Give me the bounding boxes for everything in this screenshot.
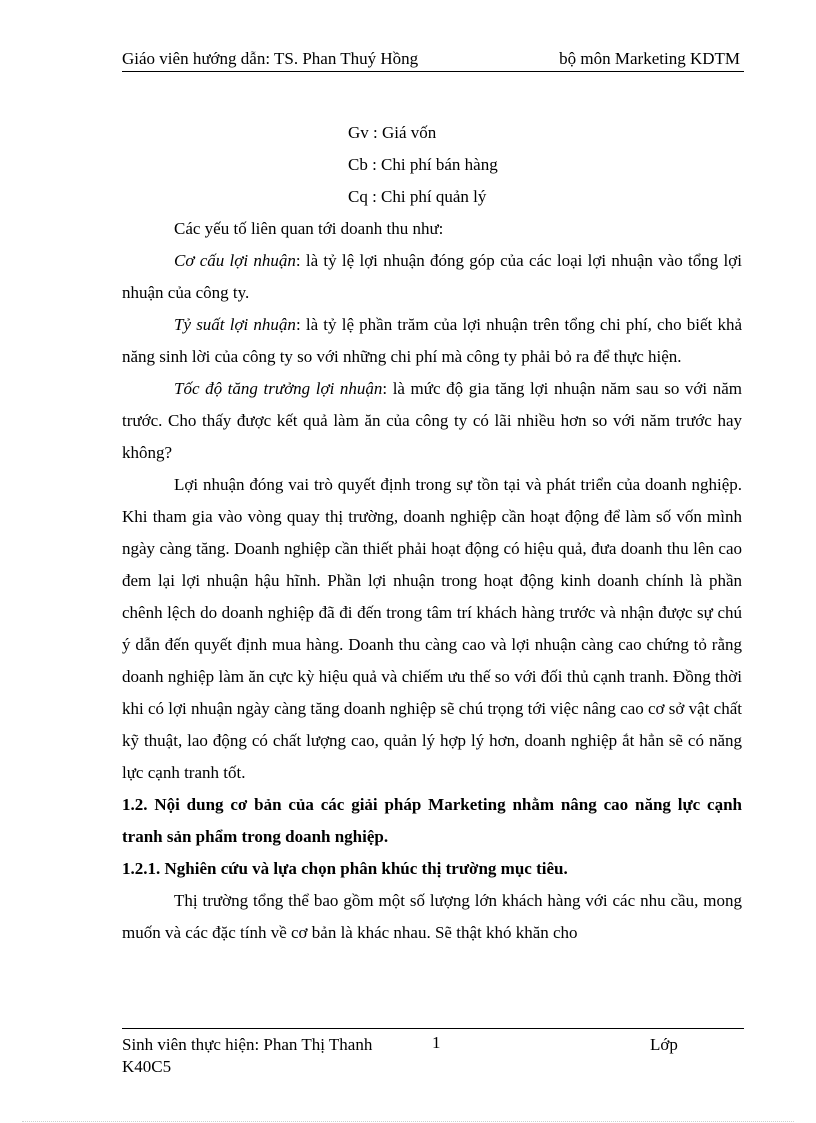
item-profit-growth: [122, 373, 742, 469]
subsection-heading: 1.2.1. Nghiên cứu và lựa chọn phân khúc thị trường mục tiêu.: [122, 859, 568, 878]
item-text: : là tỷ lệ lợi nhuận đóng góp của các loại lợi nhuận vào tổng lợi nhuận của công ty.: [122, 251, 742, 302]
item-term: Cơ cấu lợi nhuận: [174, 251, 296, 270]
definition-gv: Gv : Giá vốn: [348, 123, 437, 142]
item-text: : là mức độ gia tăng lợi nhuận năm sau so với năm trước. Cho thấy được kết quả làm ăn của công ty có lãi nhiều hơn so với năm trước hay không?: [122, 379, 742, 462]
footer-class-label: Lớp: [650, 1035, 678, 1054]
section-heading: 1.2. Nội dung cơ bản của các giải pháp Marketing nhằm nâng cao năng lực cạnh tranh sản phẩm trong doanh nghiệp.: [122, 795, 742, 846]
item-term: Tốc độ tăng trưởng lợi nhuận: [174, 379, 383, 398]
page-number: 1: [432, 1033, 441, 1052]
footer-author: Sinh viên thực hiện: Phan Thị Thanh: [122, 1035, 373, 1054]
header-supervisor: Giáo viên hướng dẫn: TS. Phan Thuý Hồng: [122, 49, 419, 68]
definition-cb: Cb : Chi phí bán hàng: [348, 155, 498, 174]
page-bottom-dotted-line: [22, 1121, 794, 1122]
footer-divider: [122, 1028, 744, 1029]
header-divider: [122, 71, 744, 72]
definition-cq: Cq : Chi phí quản lý: [348, 187, 487, 206]
page-body: [122, 117, 742, 949]
body-paragraph: Lợi nhuận đóng vai trò quyết định trong sự tồn tại và phát triển của doanh nghiệp. Khi tham gia vào vòng quay thị trường, doanh nghiệp cần hoạt động để làm số vốn mình ngày càng tăng. Doanh nghiệp cần thiết phải hoạt động có hiệu quả, đưa doanh thu lên cao đem lại lợi nhuận hậu hĩnh. Phần lợi nhuận trong hoạt động kinh doanh chính là phần chênh lệch do doanh nghiệp đã đi đến trong tâm trí khách hàng trước và nhận được sự chú ý dẫn đến quyết định mua hàng. Doanh thu càng cao và lợi nhuận càng cao chứng tỏ rằng doanh nghiệp làm ăn cực kỳ hiệu quả và chiếm ưu thế so với đối thủ cạnh tranh. Đồng thời khi có lợi nhuận ngày càng tăng doanh nghiệp sẽ chú trọng tới việc nâng cao cơ sở vật chất kỹ thuật, lao động có chất lượng cao, quản lý hợp lý hơn, doanh nghiệp ắt hẳn sẽ có năng lực cạnh tranh tốt.: [122, 475, 742, 782]
item-profit-structure: [122, 245, 742, 309]
item-profit-margin: [122, 309, 742, 373]
item-term: Tỷ suất lợi nhuận: [174, 315, 296, 334]
item-text: : là tỷ lệ phần trăm của lợi nhuận trên tổng chi phí, cho biết khả năng sinh lời của công ty so với những chi phí mà công ty phải bỏ ra để thực hiện.: [122, 315, 743, 366]
intro-line: Các yếu tố liên quan tới doanh thu như:: [174, 219, 444, 238]
body-paragraph-continued: Thị trường tổng thể bao gồm một số lượng lớn khách hàng với các nhu cầu, mong muốn và các đặc tính về cơ bản là khác nhau. Sẽ thật khó khăn cho: [122, 891, 742, 942]
header-department: bộ môn Marketing KDTM: [559, 49, 740, 68]
footer-class-value: K40C5: [122, 1057, 172, 1076]
